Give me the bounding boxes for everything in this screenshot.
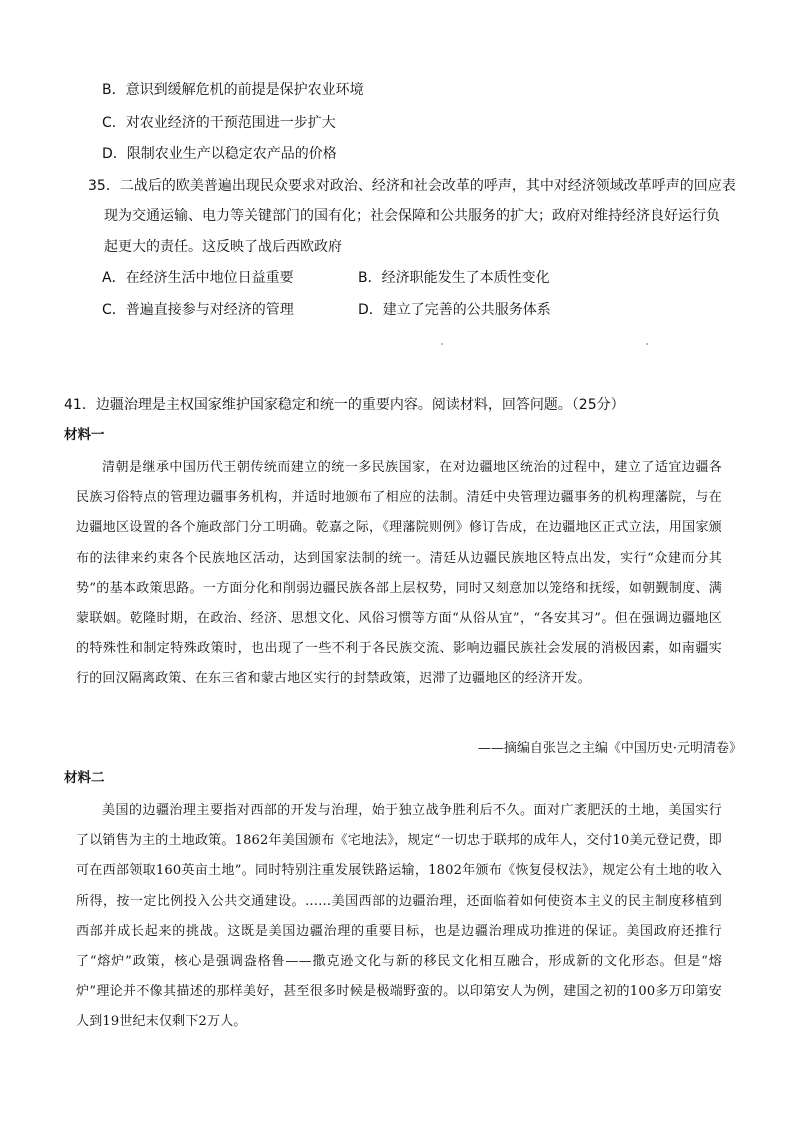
q34-option-b: B．意识到缓解危机的前提是保护农业环境	[102, 82, 364, 98]
q34-option-c: C．对农业经济的干预范围进一步扩大	[102, 115, 336, 131]
q35-option-a: A．在经济生活中地位日益重要	[102, 270, 294, 286]
q35-option-c: C．普遍直接参与对经济的管理	[102, 302, 294, 318]
q35-option-d: D．建立了完善的公共服务体系	[358, 302, 551, 318]
q34-option-d: D．限制农业生产以稳定农产品的价格	[102, 146, 337, 162]
material2-text: 美国的边疆治理主要指对西部的开发与治理，始于独立战争胜利后不久。面对广袤肥沃的土地，美国实行了以销售为主的土地政策。1862年美国颁布《宅地法》，规定“一切忠于联邦的成年人，交付10美元登记费，即可在西部领取160英亩土地”。同时特别注重发展铁路运输，1802年颁布《恢复侵权法》，规定公有土地的收入所得，按一定比例投入公共交通建设。……美国西部的边疆治理，还面临着如何使资本主义的民主制度移植到西部并成长起来的挑战。这既是美国边疆治理的重要目标，也是边疆治理成功推进的保证。美国政府还推行了“熔炉”政策，核心是强调盎格鲁——撒克逊文化与新的移民文化相互融合，形成新的文化形态。但是“熔炉”理论并不像其描述的那样美好，甚至很多时候是极端野蛮的。以印第安人为例，建国之初的100多万印第安人到19世纪末仅剩下2万人。	[76, 803, 722, 1030]
scan-speck	[441, 343, 443, 345]
material1-text: 清朝是继承中国历代王朝传统而建立的统一多民族国家，在对边疆地区统治的过程中，建立了适宜边疆各民族习俗特点的管理边疆事务机构，并适时地颁布了相应的法制。清廷中央管理边疆事务的机构理藩院，与在边疆地区设置的各个施政部门分工明确。乾嘉之际，《理藩院则例》修订告成，在边疆地区正式立法，用国家颁布的法律来约束各个民族地区活动，达到国家法制的统一。清廷从边疆民族地区特点出发，实行“众建而分其势”的基本政策思路。一方面分化和削弱边疆民族各部上层权势，同时又刻意加以笼络和抚绥，如朝觐制度、满蒙联姻。乾隆时期，在政治、经济、思想文化、风俗习惯等方面“从俗从宜”，“各安其习”。但在强调边疆地区的特殊性和制定特殊政策时，也出现了一些不利于各民族交流、影响边疆民族社会发展的消极因素，如南疆实行的回汉隔离政策、在东三省和蒙古地区实行的封禁政策，迟滞了边疆地区的经济开发。	[76, 460, 722, 687]
q41-title: 41．边疆治理是主权国家维护国家稳定和统一的重要内容。阅读材料，回答问题。（25分）	[64, 397, 625, 413]
material1-title: 材料一	[64, 427, 105, 443]
q35-stem-line1: 35．二战后的欧美普遍出现民众要求对政治、经济和社会改革的呼声，其中对经济领域改革呼声的回应表	[88, 178, 736, 194]
q35-stem-line2: 现为交通运输、电力等关键部门的国有化；社会保障和公共服务的扩大；政府对维持经济良好运行负	[104, 208, 720, 224]
q35-stem-line3: 起更大的责任。这反映了战后西欧政府	[104, 239, 342, 255]
q35-option-b: B．经济职能发生了本质性变化	[358, 270, 550, 286]
material2-title: 材料二	[64, 770, 105, 786]
scan-speck	[646, 343, 648, 345]
material1-source: ——摘编自张岂之主编《中国历史·元明清卷》	[477, 741, 742, 756]
